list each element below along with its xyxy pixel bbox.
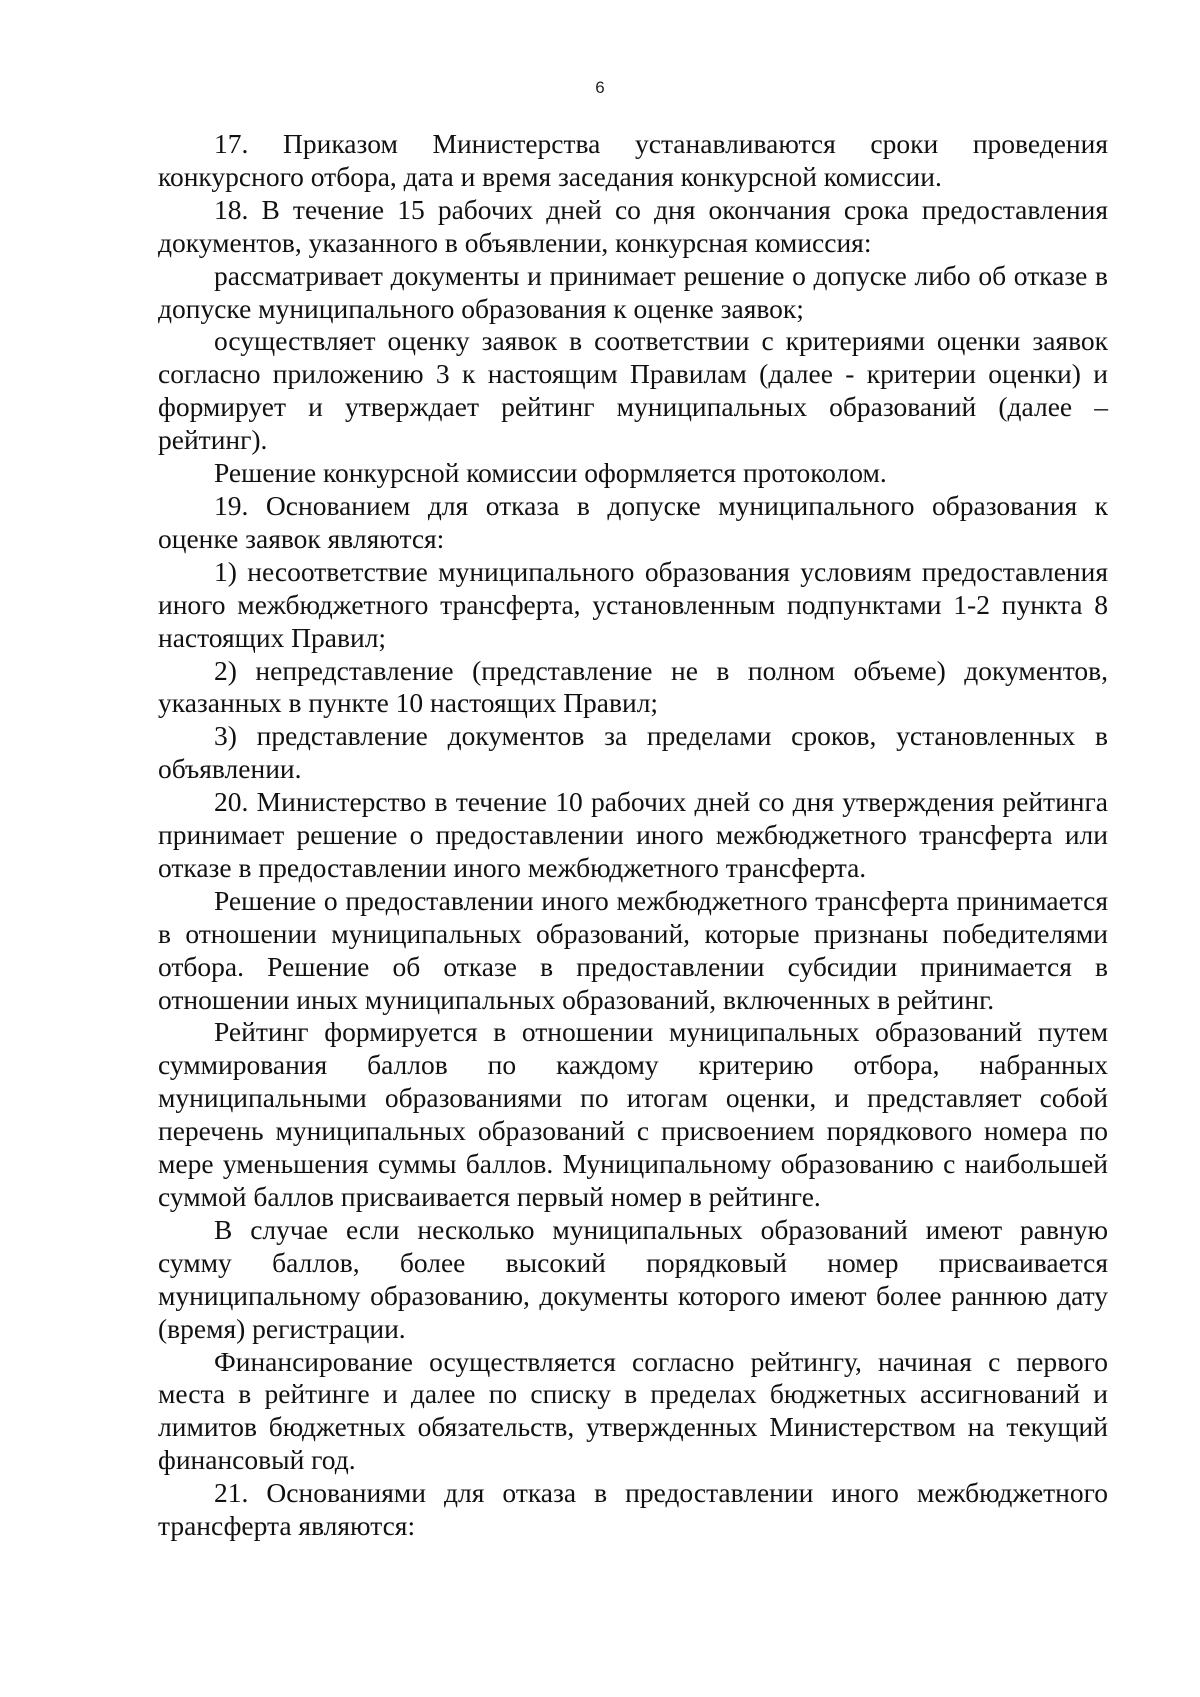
page-number: 6 — [595, 78, 605, 97]
paragraph-20-financing: Финансирование осуществляется согласно рейтингу, начиная с первого места в рейтинге и далее по списку в пределах бюджетных ассигнований и лимитов бюджетных обязательств, утвержденных Министерством на текущий финансовый год. — [158, 1345, 1108, 1476]
paragraph-18-decision: Решение конкурсной комиссии оформляется протоколом. — [214, 457, 887, 489]
paragraph-19-item-2: 2) непредставление (представление не в полном объеме) документов, указанных в пункте 10 настоящих Правил; — [158, 654, 1108, 719]
paragraph-20: 20. Министерство в течение 10 рабочих дней со дня утверждения рейтинга принимает решение о предоставлении иного межбюджетного трансферта или отказе в предоставлении иного межбюджетного трансферта. — [158, 786, 1108, 883]
paragraph-18-item-review: рассматривает документы и принимает решение о допуске либо об отказе в допуске муниципального образования к оценке заявок; — [158, 259, 1108, 324]
paragraph-20-tie: В случае если несколько муниципальных образований имеют равную сумму баллов, более высокий порядковый номер присваивается муниципальному образованию, документы которого имеют более раннюю дату (время) регистрации. — [158, 1213, 1108, 1344]
paragraph-21: 21. Основаниями для отказа в предоставлении иного межбюджетного трансферта являются: — [158, 1477, 1108, 1542]
paragraph-19-item-3: 3) представление документов за пределами сроков, установленных в объявлении. — [158, 720, 1108, 785]
paragraph-20-rating: Рейтинг формируется в отношении муниципальных образований путем суммирования баллов по каждому критерию отбора, набранных муниципальными образованиями по итогам оценки, и представляет собой перечень муниципальных образований с присвоением порядкового номера по мере уменьшения суммы баллов. Муниципальному образованию с наибольшей суммой баллов присваивается первый номер в рейтинге. — [158, 1016, 1108, 1212]
paragraph-17: 17. Приказом Министерства устанавливаются сроки проведения конкурсного отбора, дата и время заседания конкурсной комиссии. — [158, 128, 1108, 192]
paragraph-19: 19. Основанием для отказа в допуске муниципального образования к оценке заявок являются: — [158, 489, 1108, 554]
paragraph-19-item-1: 1) несоответствие муниципального образования условиям предоставления иного межбюджетного трансферта, установленным подпунктами 1-2 пункта 8 настоящих Правил; — [158, 555, 1108, 653]
paragraph-20-decision: Решение о предоставлении иного межбюджетного трансферта принимается в отношении муниципальных образований, которые признаны победителями отбора. Решение об отказе в предоставлении субсидии принимается в отношении иных муниципальных образований, включенных в рейтинг. — [158, 884, 1108, 1015]
document-body — [158, 128, 1108, 1543]
paragraph-18: 18. В течение 15 рабочих дней со дня окончания срока предоставления документов, указанного в объявлении, конкурсная комиссия: — [158, 193, 1108, 258]
paragraph-18-item-evaluation: осуществляет оценку заявок в соответствии с критериями оценки заявок согласно приложению 3 к настоящим Правилам (далее - критерии оценки) и формирует и утверждает рейтинг муниципальных образований (далее – рейтинг). — [158, 325, 1108, 456]
